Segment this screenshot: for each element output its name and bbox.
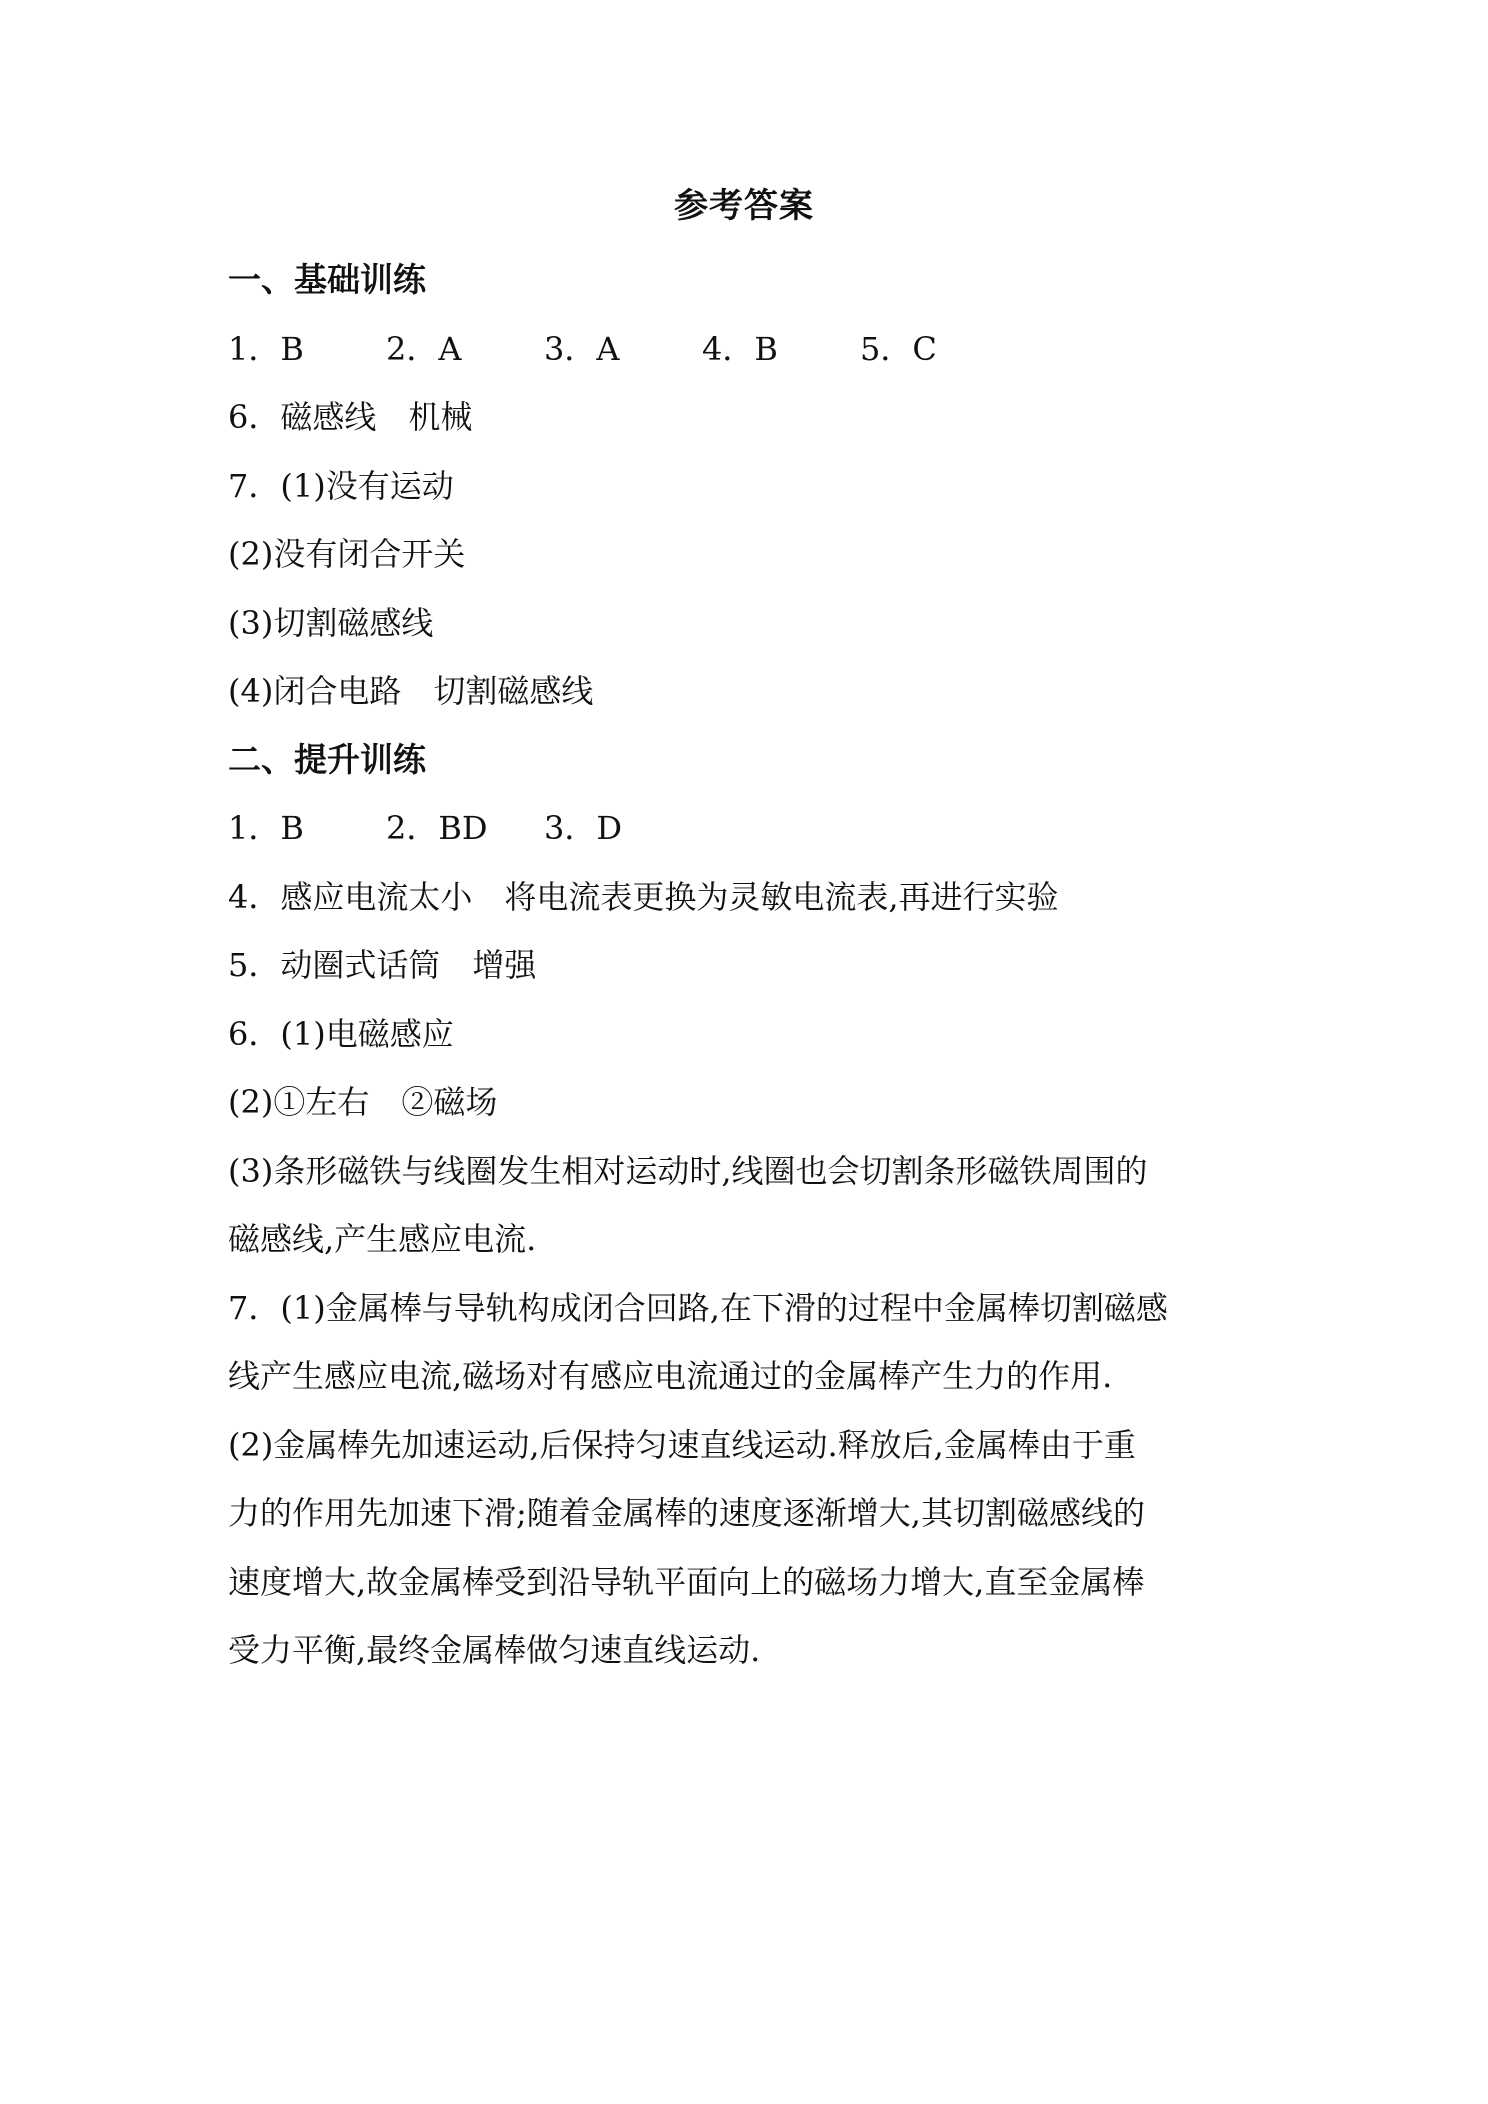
answer-line: 6．(1)电磁感应 [228,1014,454,1053]
answer-line: 5．动圈式话筒 增强 [228,946,537,984]
answer-line: (2)①左右 ②磁场 [228,1083,498,1121]
answer-item: 4．B [702,329,778,368]
answer-line: 受力平衡,最终金属棒做匀速直线运动. [228,1631,761,1669]
answer-line: 磁感线,产生感应电流. [228,1220,537,1258]
answer-item: 2．A [386,329,462,368]
answer-line: (3)条形磁铁与线圈发生相对运动时,线圈也会切割条形磁铁周围的 [228,1151,1148,1190]
answer-item: 3．A [544,329,620,368]
answer-line: (3)切割磁感线 [228,603,434,642]
section-heading-basic: 一、基础训练 [228,260,426,299]
answer-line: 速度增大,故金属棒受到沿导轨平面向上的磁场力增大,直至金属棒 [228,1562,1145,1601]
answer-content [228,246,1278,1685]
answer-line: 力的作用先加速下滑;随着金属棒的速度逐渐增大,其切割磁感线的 [228,1494,1145,1532]
answer-line: 4．感应电流太小 将电流表更换为灵敏电流表,再进行实验 [228,877,1059,916]
answer-row-advanced [228,794,1278,863]
answer-item: 2．BD [386,809,488,847]
page-title: 参考答案 [674,186,814,226]
answer-line: 线产生感应电流,磁场对有感应电流通过的金属棒产生力的作用. [228,1357,1113,1395]
section-heading-advanced: 二、提升训练 [228,739,426,779]
answer-line: 7．(1)金属棒与导轨构成闭合回路,在下滑的过程中金属棒切割磁感 [228,1288,1168,1327]
answer-line: 6．磁感线 机械 [228,398,473,436]
answer-line: (4)闭合电路 切割磁感线 [228,672,594,710]
answer-line: 7．(1)没有运动 [228,466,454,505]
answer-line: (2)金属棒先加速运动,后保持匀速直线运动.释放后,金属棒由于重 [228,1425,1136,1464]
answer-line: (2)没有闭合开关 [228,535,466,573]
answer-row-basic [228,315,1278,384]
answer-item: 1．B [228,809,304,847]
answer-item: 1．B [228,329,304,368]
answer-item: 5．C [860,329,937,368]
answer-item: 3．D [544,809,623,847]
